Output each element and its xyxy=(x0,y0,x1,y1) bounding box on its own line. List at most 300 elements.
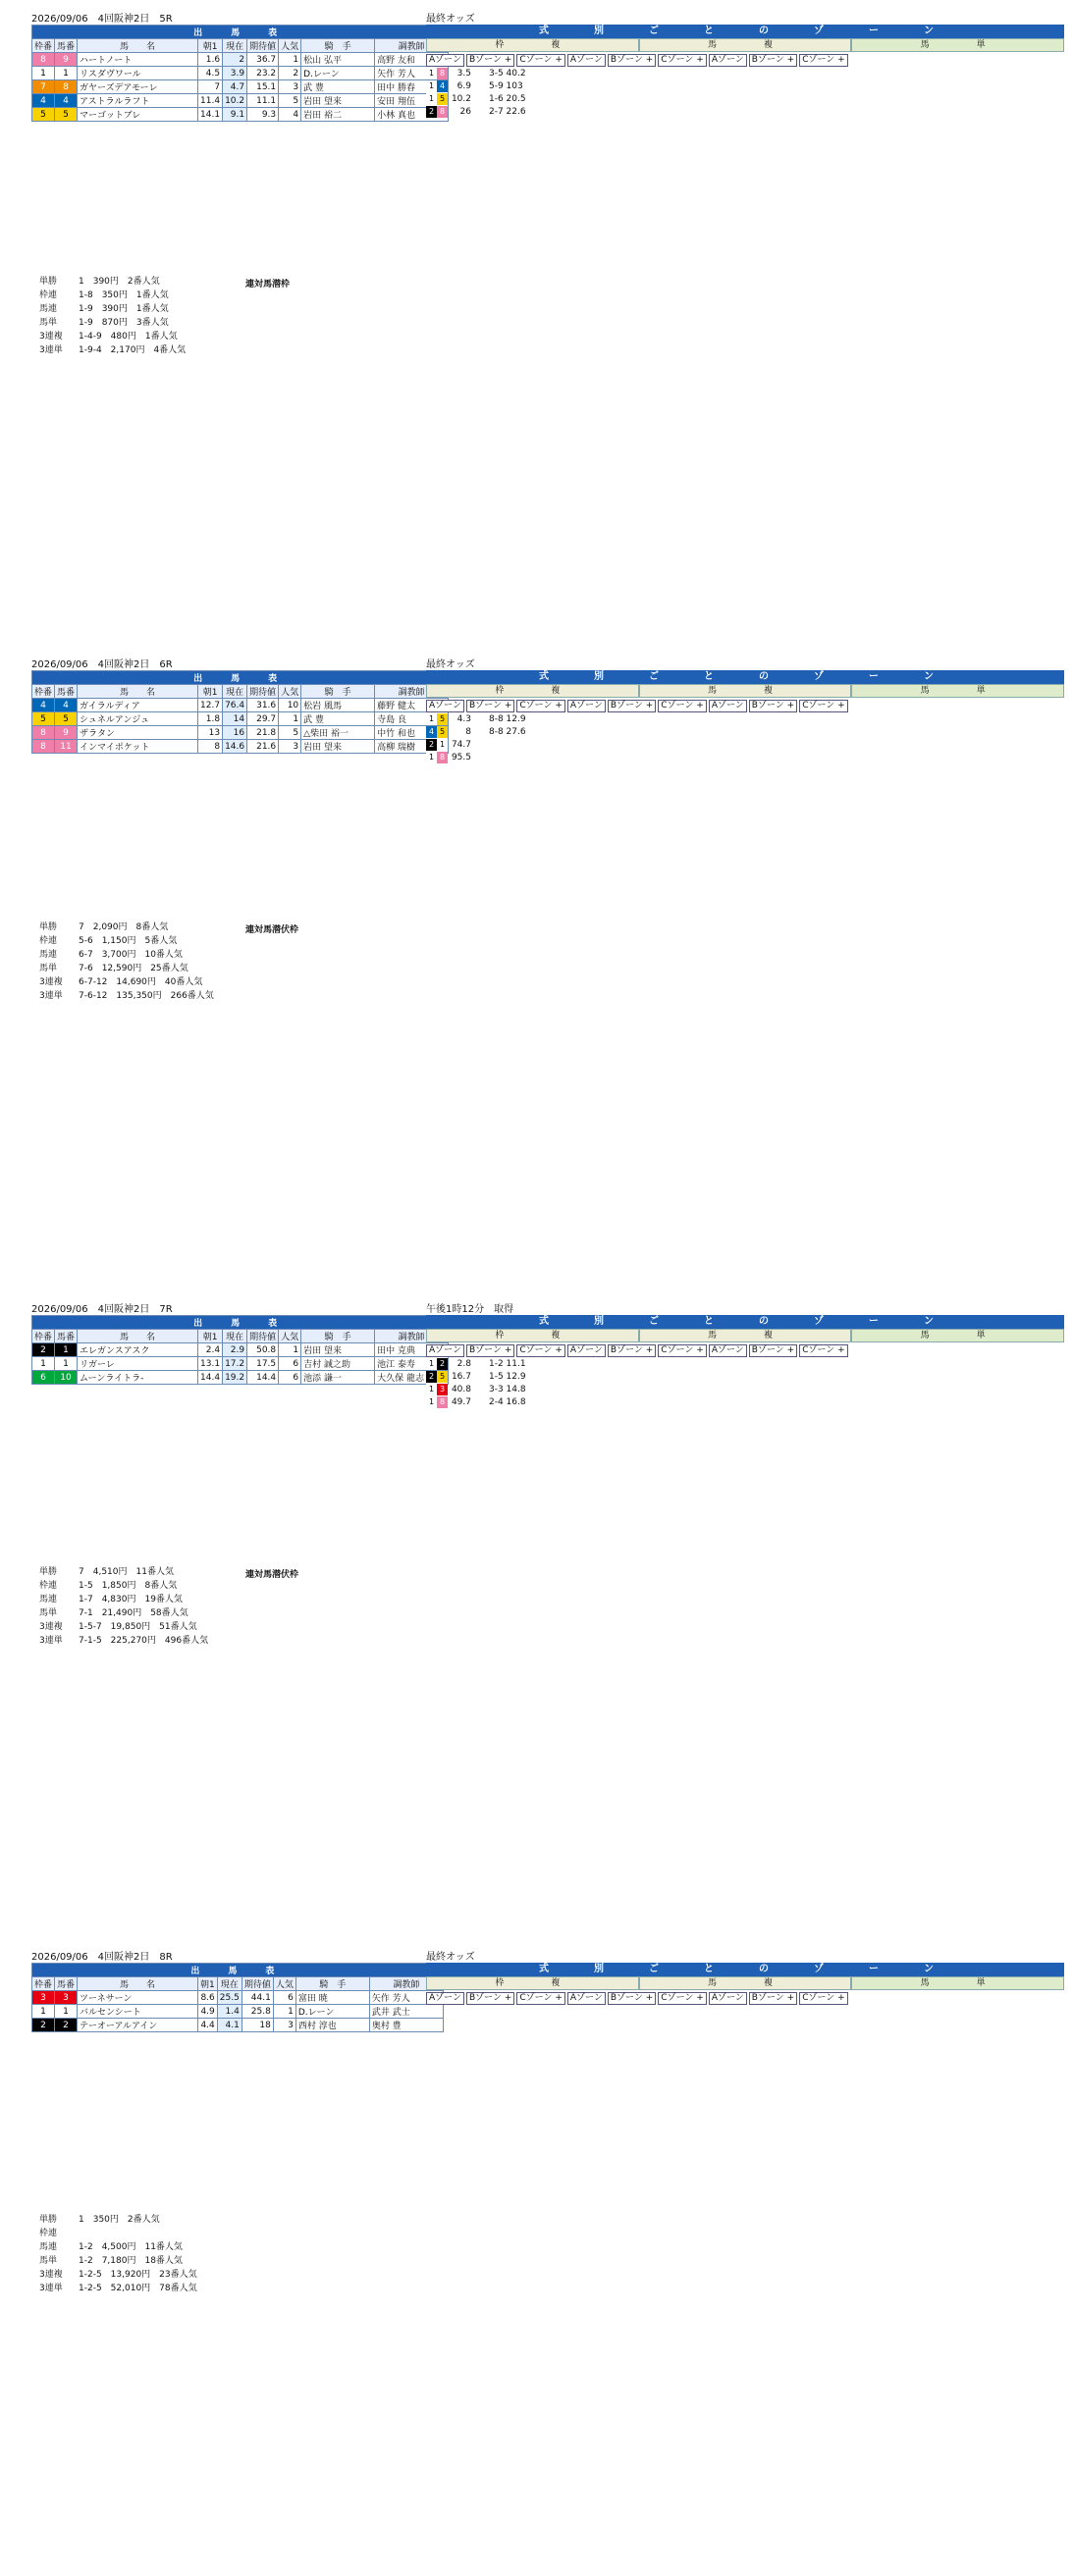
waku-cell: 3 xyxy=(32,1991,55,2005)
kitai-value: 21.6 xyxy=(247,740,279,754)
zone-extra: 1-5 12.9 xyxy=(489,1371,526,1382)
zone-header[interactable]: Cゾーン + xyxy=(658,1992,707,2005)
waku-chip: 1 xyxy=(426,752,437,763)
zone-header[interactable]: Cゾーン + xyxy=(658,54,707,67)
payout-list xyxy=(39,2213,197,2295)
race-header: 2026/09/06 4回阪神2日 8R xyxy=(31,1952,173,1963)
zone-value: 6.9 xyxy=(456,80,471,91)
now-odds: 76.4 xyxy=(223,699,247,712)
payout-type: 3連複 xyxy=(39,1622,63,1632)
waku-cell: 4 xyxy=(32,94,55,108)
column-header: 朝1 xyxy=(198,39,223,53)
waku-chip: 1 xyxy=(426,1358,437,1370)
now-odds: 9.1 xyxy=(223,108,247,122)
waku-chip: 2 xyxy=(426,1371,437,1383)
ninki: 2 xyxy=(279,67,301,80)
entry-header-row xyxy=(32,685,449,699)
uma-cell: 3 xyxy=(55,1991,78,2005)
zone-panel xyxy=(426,25,1064,118)
uma-cell: 1 xyxy=(55,67,78,80)
race-block xyxy=(0,1300,1073,1928)
waku-cell: 4 xyxy=(32,699,55,712)
column-header: 朝1 xyxy=(198,1977,218,1991)
table-row[interactable] xyxy=(32,108,449,122)
payout-row xyxy=(39,2282,197,2295)
waku-cell: 5 xyxy=(32,108,55,122)
jockey-name: 西村 淳也 xyxy=(295,2019,369,2032)
payout-value: 1-2 7,180円 18番人気 xyxy=(79,2256,183,2266)
payout-type: 馬連 xyxy=(39,950,58,960)
kitai-value: 44.1 xyxy=(241,1991,273,2005)
zone-header[interactable]: Cゾーン + xyxy=(658,1344,707,1357)
zone-header[interactable]: Aゾーン xyxy=(426,54,464,67)
trainer-name: 田中 勝春 xyxy=(375,80,449,94)
now-odds: 19.2 xyxy=(223,1371,247,1385)
kitai-value: 25.8 xyxy=(241,2005,273,2019)
zone-title: 式 別 ご と の ゾ ー ン xyxy=(426,1315,1064,1329)
horse-name: インマイポケット xyxy=(78,740,198,754)
table-row[interactable] xyxy=(32,80,449,94)
asa-odds: 4.5 xyxy=(198,67,223,80)
table-row[interactable] xyxy=(32,699,449,712)
payout-value: 6-7-12 14,690円 40番人気 xyxy=(79,977,203,987)
ninki: 4 xyxy=(279,108,301,122)
jockey-name: 岩田 望来 xyxy=(301,740,375,754)
jockey-name: 武 豊 xyxy=(301,712,375,726)
zone-header[interactable]: Cゾーン + xyxy=(799,1344,848,1357)
zone-row xyxy=(426,1383,1064,1395)
zone-title: 式 別 ご と の ゾ ー ン xyxy=(426,1963,1064,1976)
zone-header[interactable]: Bゾーン + xyxy=(466,700,514,712)
payout-row xyxy=(39,1593,208,1606)
entry-table xyxy=(31,1963,444,2032)
horse-name: バルセンシート xyxy=(78,2005,198,2019)
column-header: 枠番 xyxy=(32,1330,55,1343)
payout-value: 1-9 870円 3番人気 xyxy=(79,318,169,328)
payout-row xyxy=(39,343,186,357)
waku-chip: 5 xyxy=(437,726,448,738)
column-header: 朝1 xyxy=(198,1330,223,1343)
zone-group: 馬 複 xyxy=(639,1329,852,1342)
column-header: 騎 手 xyxy=(295,1977,369,1991)
column-header: 馬 名 xyxy=(78,39,198,53)
zone-header[interactable]: Bゾーン + xyxy=(608,54,656,67)
ninki: 6 xyxy=(273,1991,295,2005)
zone-headers xyxy=(426,700,1064,712)
table-row[interactable] xyxy=(32,53,449,67)
trainer-name: 矢作 芳人 xyxy=(369,1991,443,2005)
zone-header[interactable]: Aゾーン xyxy=(426,700,464,712)
zone-value: 2.8 xyxy=(456,1358,471,1369)
table-row[interactable] xyxy=(32,712,449,726)
zone-header[interactable]: Bゾーン + xyxy=(466,54,514,67)
jockey-name: 松岩 風馬 xyxy=(301,699,375,712)
payout-row xyxy=(39,275,186,289)
zone-panel xyxy=(426,1315,1064,1408)
zone-group: 馬 複 xyxy=(639,38,852,52)
kitai-value: 11.1 xyxy=(247,94,279,108)
trainer-name: 矢作 芳人 xyxy=(375,67,449,80)
now-odds: 2.9 xyxy=(223,1343,247,1357)
waku-chip: 8 xyxy=(437,68,448,79)
trainer-name: 池江 泰寿 xyxy=(375,1357,449,1371)
race-block xyxy=(0,656,1073,1284)
payout-row xyxy=(39,948,214,962)
payout-list xyxy=(39,275,186,357)
zone-group: 馬 単 xyxy=(851,38,1064,52)
zone-headers xyxy=(426,1992,1064,2005)
zone-group: 枠 複 xyxy=(426,38,639,52)
now-odds: 17.2 xyxy=(223,1357,247,1371)
zone-header[interactable]: Aゾーン xyxy=(567,700,606,712)
zone-header[interactable]: Aゾーン xyxy=(567,1344,606,1357)
payout-value: 1-9-4 2,170円 4番人気 xyxy=(79,345,187,355)
payout-row xyxy=(39,1634,208,1648)
kitai-value: 29.7 xyxy=(247,712,279,726)
trainer-name: 高柳 瑞樹 xyxy=(375,740,449,754)
horse-name: テーオーアルアイン xyxy=(78,2019,198,2032)
asa-odds: 8.6 xyxy=(198,1991,218,2005)
race-header: 2026/09/06 4回阪神2日 6R xyxy=(31,659,173,670)
zone-group: 枠 複 xyxy=(426,1329,639,1342)
column-header: 枠番 xyxy=(32,39,55,53)
column-header: 枠番 xyxy=(32,1977,55,1991)
jockey-name: 岩田 望来 xyxy=(301,1343,375,1357)
zone-header[interactable]: Cゾーン + xyxy=(799,700,848,712)
zone-value: 8 xyxy=(465,726,471,737)
zone-value: 26 xyxy=(459,106,471,117)
waku-cell: 1 xyxy=(32,67,55,80)
zone-groups xyxy=(426,1329,1064,1342)
waku-chip: 5 xyxy=(437,93,448,105)
column-header: 現在 xyxy=(223,39,247,53)
zone-title: 式 別 ご と の ゾ ー ン xyxy=(426,670,1064,684)
payout-value: 1 350円 2番人気 xyxy=(79,2215,160,2225)
column-header: 調教師 xyxy=(375,685,449,699)
zone-header[interactable]: Aゾーン xyxy=(567,54,606,67)
uma-cell: 4 xyxy=(55,94,78,108)
column-header: 現在 xyxy=(223,685,247,699)
waku-chip: 2 xyxy=(426,106,437,118)
zone-extra: 5-9 103 xyxy=(489,80,523,91)
zone-value: 95.5 xyxy=(451,752,471,762)
kitai-value: 17.5 xyxy=(247,1357,279,1371)
kitai-value: 31.6 xyxy=(247,699,279,712)
entry-table-title: 出 馬 表 xyxy=(32,671,449,685)
waku-chip: 2 xyxy=(437,1358,448,1370)
zone-panel xyxy=(426,1963,1064,2005)
zone-group: 馬 単 xyxy=(851,684,1064,698)
now-odds: 14.6 xyxy=(223,740,247,754)
zone-header[interactable]: Cゾーン + xyxy=(516,700,565,712)
ninki: 1 xyxy=(279,53,301,67)
trainer-name: 武井 武士 xyxy=(369,2005,443,2019)
column-header: 朝1 xyxy=(198,685,223,699)
now-odds: 14 xyxy=(223,712,247,726)
jockey-name: 池添 謙一 xyxy=(301,1371,375,1385)
column-header: 馬番 xyxy=(55,1330,78,1343)
asa-odds: 1.6 xyxy=(198,53,223,67)
payout-row xyxy=(39,302,186,316)
horse-name: ハートノート xyxy=(78,53,198,67)
payout-value: 1-2 4,500円 11番人気 xyxy=(79,2242,183,2252)
zone-header[interactable]: Cゾーン + xyxy=(516,1344,565,1357)
payout-value: 7-1 21,490円 58番人気 xyxy=(79,1608,188,1618)
payout-type: 馬連 xyxy=(39,304,58,314)
zone-header[interactable]: Bゾーン + xyxy=(466,1344,514,1357)
payout-type: 枠連 xyxy=(39,936,58,946)
payout-type: 馬単 xyxy=(39,318,58,328)
payout-type: 馬連 xyxy=(39,2242,58,2252)
zone-row xyxy=(426,105,1064,118)
jockey-name: 武 豊 xyxy=(301,80,375,94)
waku-chip: 1 xyxy=(426,80,437,92)
entry-table-title: 出 馬 表 xyxy=(32,1316,449,1330)
zone-header[interactable]: Aゾーン xyxy=(709,1992,747,2005)
zone-row xyxy=(426,712,1064,725)
waku-cell: 2 xyxy=(32,2019,55,2032)
payout-value: 7 4,510円 11番人気 xyxy=(79,1567,174,1577)
zone-header[interactable]: Bゾーン + xyxy=(749,1344,797,1357)
jockey-name: △柴田 裕一 xyxy=(301,726,375,740)
zone-header[interactable]: Bゾーン + xyxy=(749,700,797,712)
payout-type: 馬単 xyxy=(39,964,58,973)
jockey-name: 岩田 裕二 xyxy=(301,108,375,122)
payout-row xyxy=(39,1606,208,1620)
zone-header[interactable]: Bゾーン + xyxy=(749,1992,797,2005)
zone-groups xyxy=(426,38,1064,52)
pair-label: 連対馬潜伏枠 xyxy=(245,925,299,935)
waku-cell: 1 xyxy=(32,1357,55,1371)
zone-row xyxy=(426,1357,1064,1370)
trainer-name: 藤野 健太 xyxy=(375,699,449,712)
table-row[interactable] xyxy=(32,2005,444,2019)
trainer-name: 中竹 和也 xyxy=(375,726,449,740)
column-header: 馬番 xyxy=(55,39,78,53)
payout-value: 1-5 1,850円 8番人気 xyxy=(79,1581,178,1591)
zone-value: 16.7 xyxy=(451,1371,471,1382)
table-row[interactable] xyxy=(32,726,449,740)
trainer-name: 安田 翔伍 xyxy=(375,94,449,108)
asa-odds: 11.4 xyxy=(198,94,223,108)
ninki: 10 xyxy=(279,699,301,712)
payout-list xyxy=(39,920,214,1003)
payout-type: 3連単 xyxy=(39,345,63,355)
horse-name: シュネルアンジュ xyxy=(78,712,198,726)
now-odds: 4.1 xyxy=(217,2019,241,2032)
ninki: 6 xyxy=(279,1371,301,1385)
payout-row xyxy=(39,989,214,1003)
zone-header[interactable]: Bゾーン + xyxy=(608,700,656,712)
zone-value: 49.7 xyxy=(451,1396,471,1407)
table-row[interactable] xyxy=(32,94,449,108)
horse-name: エレガンスアスク xyxy=(78,1343,198,1357)
horse-name: アストラルラフト xyxy=(78,94,198,108)
waku-cell: 2 xyxy=(32,1343,55,1357)
jockey-name: 吉村 誠之助 xyxy=(301,1357,375,1371)
zone-headers xyxy=(426,54,1064,67)
column-header: 馬番 xyxy=(55,1977,78,1991)
waku-chip: 4 xyxy=(426,726,437,738)
entry-table-title: 出 馬 表 xyxy=(32,1964,444,1977)
zone-header[interactable]: Aゾーン xyxy=(426,1344,464,1357)
zone-extra: 8-8 27.6 xyxy=(489,726,526,737)
payout-type: 3連単 xyxy=(39,991,63,1001)
zone-header[interactable]: Cゾーン + xyxy=(658,700,707,712)
column-header: 馬 名 xyxy=(78,685,198,699)
column-header: 現在 xyxy=(217,1977,241,1991)
table-row[interactable] xyxy=(32,67,449,80)
zone-header[interactable]: Aゾーン xyxy=(426,1992,464,2005)
now-odds: 3.9 xyxy=(223,67,247,80)
trainer-name: 奥村 豊 xyxy=(369,2019,443,2032)
kitai-value: 18 xyxy=(241,2019,273,2032)
waku-chip: 5 xyxy=(437,713,448,725)
now-odds: 4.7 xyxy=(223,80,247,94)
now-odds: 1.4 xyxy=(217,2005,241,2019)
asa-odds: 4.9 xyxy=(198,2005,218,2019)
column-header: 期待値 xyxy=(247,685,279,699)
payout-row xyxy=(39,975,214,989)
horse-name: ザラタン xyxy=(78,726,198,740)
race-block xyxy=(0,10,1073,638)
payout-type: 枠連 xyxy=(39,2229,58,2238)
zone-row xyxy=(426,751,1064,763)
table-row[interactable] xyxy=(32,1371,449,1385)
column-header: 騎 手 xyxy=(301,39,375,53)
waku-chip: 4 xyxy=(437,80,448,92)
asa-odds: 7 xyxy=(198,80,223,94)
zone-header[interactable]: Aゾーン xyxy=(567,1992,606,2005)
waku-chip: 5 xyxy=(437,1371,448,1383)
payout-row xyxy=(39,1579,208,1593)
payout-type: 単勝 xyxy=(39,922,58,932)
uma-cell: 2 xyxy=(55,2019,78,2032)
zone-group: 馬 複 xyxy=(639,1976,852,1990)
zone-value: 40.8 xyxy=(451,1384,471,1394)
now-odds: 2 xyxy=(223,53,247,67)
payout-type: 3連複 xyxy=(39,2270,63,2280)
payout-type: 馬単 xyxy=(39,2256,58,2266)
payout-type: 馬連 xyxy=(39,1595,58,1604)
race-header: 2026/09/06 4回阪神2日 5R xyxy=(31,14,173,25)
waku-chip: 2 xyxy=(426,739,437,751)
zone-group: 枠 複 xyxy=(426,1976,639,1990)
zone-row xyxy=(426,79,1064,92)
kitai-value: 15.1 xyxy=(247,80,279,94)
ninki: 3 xyxy=(279,80,301,94)
pair-label: 連対馬潜枠 xyxy=(245,280,291,289)
payout-value: 5-6 1,150円 5番人気 xyxy=(79,936,178,946)
entry-header-row xyxy=(32,1977,444,1991)
ninki: 5 xyxy=(279,94,301,108)
zone-title: 式 別 ご と の ゾ ー ン xyxy=(426,25,1064,38)
table-row[interactable] xyxy=(32,740,449,754)
table-row[interactable] xyxy=(32,1343,449,1357)
asa-odds: 13 xyxy=(198,726,223,740)
entry-header-row xyxy=(32,1330,449,1343)
zone-row xyxy=(426,67,1064,79)
uma-cell: 10 xyxy=(55,1371,78,1385)
payout-value: 7 2,090円 8番人気 xyxy=(79,922,169,932)
zone-panel xyxy=(426,670,1064,763)
entry-table xyxy=(31,25,449,122)
zone-extra: 3-3 14.8 xyxy=(489,1384,526,1394)
ninki: 6 xyxy=(279,1357,301,1371)
zone-header[interactable]: Bゾーン + xyxy=(608,1992,656,2005)
column-header: 現在 xyxy=(223,1330,247,1343)
column-header: 馬番 xyxy=(55,685,78,699)
payout-value: 1-9 390円 1番人気 xyxy=(79,304,169,314)
zone-group: 馬 単 xyxy=(851,1329,1064,1342)
zone-header[interactable]: Cゾーン + xyxy=(799,54,848,67)
table-row[interactable] xyxy=(32,2019,444,2032)
ninki: 1 xyxy=(273,2005,295,2019)
zone-header[interactable]: Cゾーン + xyxy=(516,1992,565,2005)
zone-row xyxy=(426,738,1064,751)
zone-header[interactable]: Aゾーン xyxy=(709,1344,747,1357)
column-header: 人気 xyxy=(279,685,301,699)
zone-header[interactable]: Bゾーン + xyxy=(608,1344,656,1357)
column-header: 調教師 xyxy=(369,1977,443,1991)
uma-cell: 1 xyxy=(55,1343,78,1357)
zone-header[interactable]: Aゾーン xyxy=(709,54,747,67)
zone-row xyxy=(426,1395,1064,1408)
kitai-value: 50.8 xyxy=(247,1343,279,1357)
payout-value: 1-5-7 19,850円 51番人気 xyxy=(79,1622,197,1632)
payout-row xyxy=(39,962,214,975)
uma-cell: 4 xyxy=(55,699,78,712)
column-header: 人気 xyxy=(273,1977,295,1991)
zone-value: 4.3 xyxy=(456,713,471,724)
jockey-name: 松山 弘平 xyxy=(301,53,375,67)
zone-header[interactable]: Cゾーン + xyxy=(799,1992,848,2005)
payout-type: 3連単 xyxy=(39,1636,63,1646)
payout-row xyxy=(39,316,186,330)
entry-table-title: 出 馬 表 xyxy=(32,26,449,39)
zone-row xyxy=(426,1370,1064,1383)
kitai-value: 23.2 xyxy=(247,67,279,80)
payout-row xyxy=(39,2268,197,2282)
table-row[interactable] xyxy=(32,1357,449,1371)
horse-name: ガイラルディア xyxy=(78,699,198,712)
trainer-name: 大久保 龍志 xyxy=(375,1371,449,1385)
payout-value: 1-7 4,830円 19番人気 xyxy=(79,1595,183,1604)
ninki: 5 xyxy=(279,726,301,740)
asa-odds: 4.4 xyxy=(198,2019,218,2032)
zone-header[interactable]: Cゾーン + xyxy=(516,54,565,67)
table-row[interactable] xyxy=(32,1991,444,2005)
zone-header[interactable]: Bゾーン + xyxy=(466,1992,514,2005)
ninki: 3 xyxy=(273,2019,295,2032)
uma-cell: 5 xyxy=(55,712,78,726)
zone-header[interactable]: Bゾーン + xyxy=(749,54,797,67)
payout-type: 単勝 xyxy=(39,2215,58,2225)
asa-odds: 14.1 xyxy=(198,108,223,122)
payout-type: 枠連 xyxy=(39,290,58,300)
zone-group: 枠 複 xyxy=(426,684,639,698)
payout-row xyxy=(39,920,214,934)
kitai-value: 9.3 xyxy=(247,108,279,122)
uma-cell: 1 xyxy=(55,1357,78,1371)
payout-type: 単勝 xyxy=(39,1567,58,1577)
column-header: 騎 手 xyxy=(301,1330,375,1343)
odds-label: 午後1時12分 取得 xyxy=(426,1304,514,1315)
zone-header[interactable]: Aゾーン xyxy=(709,700,747,712)
payout-type: 枠連 xyxy=(39,1581,58,1591)
column-header: 馬 名 xyxy=(78,1330,198,1343)
payout-row xyxy=(39,2227,197,2240)
